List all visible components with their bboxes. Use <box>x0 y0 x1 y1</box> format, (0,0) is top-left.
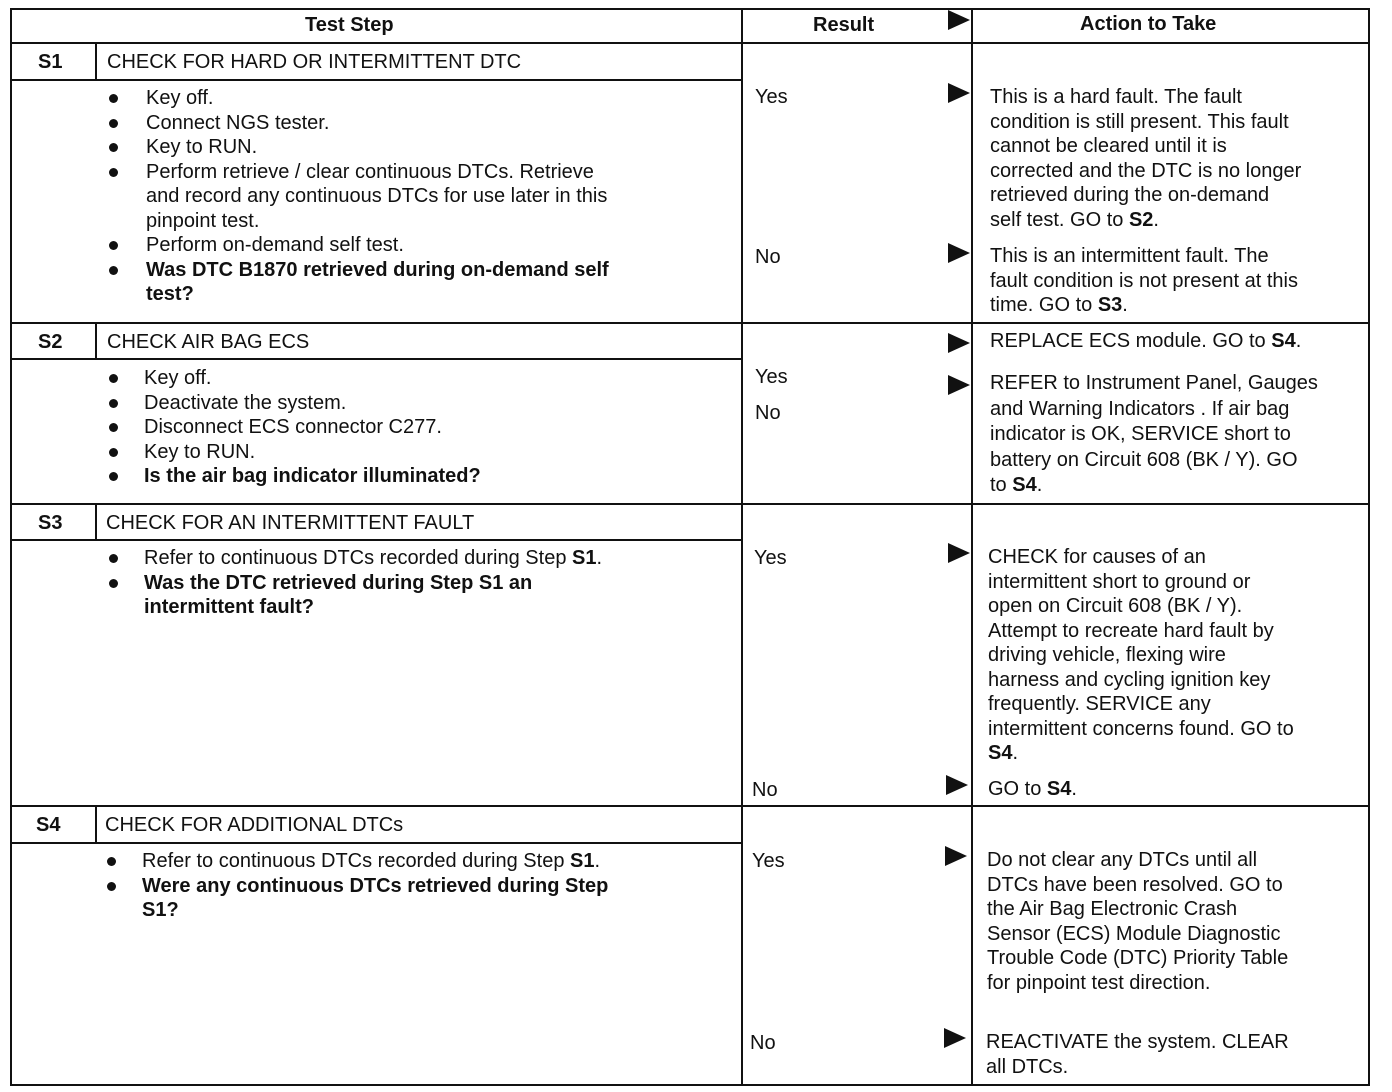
action-no-s4: REACTIVATE the system. CLEAR all DTCs. <box>986 1031 1289 1078</box>
id-divider-s3 <box>95 503 97 541</box>
header-result: Result <box>813 14 875 36</box>
step-title-s3: CHECK FOR AN INTERMITTENT FAULT <box>106 512 475 534</box>
step-id-s1: S1 <box>38 51 63 73</box>
action-yes-s4: Do not clear any DTCs until all DTCs have been resolved. GO to the Air Bag Electronic Crash Sensor (ECS) Module Diagnostic Trouble Code (DTC) Priority Table for pinpoint test direction. <box>987 849 1289 994</box>
step-title-s2: CHECK AIR BAG ECS <box>107 331 310 353</box>
bullet-icon <box>109 94 118 103</box>
arrow-icon <box>948 375 970 395</box>
step-title-s1: CHECK FOR HARD OR INTERMITTENT DTC <box>107 51 522 73</box>
header-arrow-icon <box>948 10 970 30</box>
id-divider-s1 <box>95 42 97 81</box>
bullet-icon <box>109 143 118 152</box>
table-border-bottom <box>10 1084 1370 1086</box>
bullet-icon <box>109 423 118 432</box>
table-border-right <box>1368 8 1370 1086</box>
action-yes-s2: REPLACE ECS module. GO to S4. <box>990 330 1302 352</box>
title-divider-s2 <box>10 358 742 360</box>
result-yes-s4: Yes <box>752 850 785 872</box>
result-no-s1: No <box>755 246 781 268</box>
bullet-icon <box>107 857 116 866</box>
bullet-icon <box>109 266 118 275</box>
action-yes-s3: CHECK for causes of an intermittent short to ground or open on Circuit 608 (BK / Y). Attempt to recreate hard fault by driving vehicle, flexing wire harness and cycling ignition key frequently. SERVICE any intermittent concerns found. GO to S4. <box>988 546 1294 764</box>
result-yes-s2: Yes <box>755 366 788 388</box>
bullet-icon <box>109 119 118 128</box>
bullet-icon <box>109 579 118 588</box>
arrow-icon <box>946 775 968 795</box>
action-no-s2: REFER to Instrument Panel, Gauges and Warning Indicators . If air bag indicator is OK, SERVICE short to battery on Circuit 608 (BK / Y). GO to S4. <box>990 372 1318 496</box>
action-no-s3: GO to S4. <box>988 778 1077 800</box>
bullet-icon <box>109 399 118 408</box>
bullet-icon <box>109 554 118 563</box>
arrow-icon <box>944 1028 966 1048</box>
id-divider-s4 <box>95 805 97 844</box>
row-divider-s2 <box>10 322 1370 324</box>
result-no-s2: No <box>755 402 781 424</box>
header-action: Action to Take <box>1080 13 1217 35</box>
column-divider-action <box>971 8 973 1086</box>
arrow-icon <box>948 543 970 563</box>
bullet-icon <box>107 882 116 891</box>
arrow-icon <box>948 333 970 353</box>
row-divider-s4 <box>10 805 1370 807</box>
step-id-s2: S2 <box>38 331 63 353</box>
id-divider-s2 <box>95 322 97 360</box>
header-divider <box>10 42 1370 44</box>
row-divider-s3 <box>10 503 1370 505</box>
step-id-s3: S3 <box>38 512 63 534</box>
title-divider-s3 <box>10 539 742 541</box>
column-divider-result <box>741 8 743 1086</box>
bullet-icon <box>109 168 118 177</box>
bullet-icon <box>109 374 118 383</box>
arrow-icon <box>945 846 967 866</box>
bullet-icon <box>109 448 118 457</box>
bullet-icon <box>109 472 118 481</box>
bullet-icon <box>109 241 118 250</box>
result-no-s4: No <box>750 1032 776 1054</box>
result-no-s3: No <box>752 779 778 801</box>
header-test-step: Test Step <box>305 14 394 36</box>
table-border-top <box>10 8 1370 10</box>
diagnostic-table: Test Step Result Action to Take S1 CHECK FOR HARD OR INTERMITTENT DTC Key off. Connect NGS tester. Key to RUN. Perform retrieve / clear continuous DTCs. Retrieve and record any continuous DTCs for use later in this pinpoint test. Perform on-demand self test. Was DTC B1870 retrieved during on-demand self test? Yes This is a hard fault. The fault condition is still present. This fault cannot be cleared until it is corrected and the DTC is no longer retrieved during the on-demand self test. GO to S2. No This is an intermittent fault. The fault condition is not present at this time. GO to S3. S2 CHECK AIR BAG ECS Key off. Deactivate the system. Disconnect ECS connector C277. Key to RUN. Is the air bag indicator illuminated? REPLACE ECS module. GO to S4. Yes No REFER to Instrument Panel, Gauges and Warning Indicators . If air bag indicator is OK, SERVICE short to battery on Circuit 608 (BK / Y). GO to S4. S3 CHECK FOR AN INTERMITTENT FAULT Refer to continuous DTCs recorded during Step S1. Was the DTC retrieved during Step S1 an intermittent fault? Yes CHECK for causes of an intermittent short to ground or open on Circuit 608 (BK / Y). Attempt to recreate hard fault by driving vehicle, flexing wire harness and cycling ignition key frequently. SERVICE any intermittent concerns found. GO to S4. No GO to S4. S4 CHECK FOR ADDITIONAL DTCs Refer to continuous DTCs recorded during Step S1. Were any continuous DTCs retrieved during Step S1? Yes Do not clear any DTCs until all DTCs have been resolved. GO to the Air Bag Electronic Crash Sensor (ECS) Module Diagnostic Trouble Code (DTC) Priority Table for pinpoint test direction. No REACTIVATE the system. CLEAR all DTCs. <box>0 0 1392 1092</box>
title-divider-s1 <box>10 79 742 81</box>
title-divider-s4 <box>10 842 742 844</box>
result-yes-s3: Yes <box>754 547 787 569</box>
table-border-left <box>10 8 12 1086</box>
action-no-s1: This is an intermittent fault. The fault condition is not present at this time. GO to S3. <box>990 245 1298 316</box>
result-yes-s1: Yes <box>755 86 788 108</box>
step-id-s4: S4 <box>36 814 61 836</box>
action-yes-s1: This is a hard fault. The fault condition is still present. This fault cannot be cleared until it is corrected and the DTC is no longer retrieved during the on-demand self test. GO to S2. <box>990 86 1302 231</box>
arrow-icon <box>948 83 970 103</box>
step-title-s4: CHECK FOR ADDITIONAL DTCs <box>105 814 404 836</box>
arrow-icon <box>948 243 970 263</box>
